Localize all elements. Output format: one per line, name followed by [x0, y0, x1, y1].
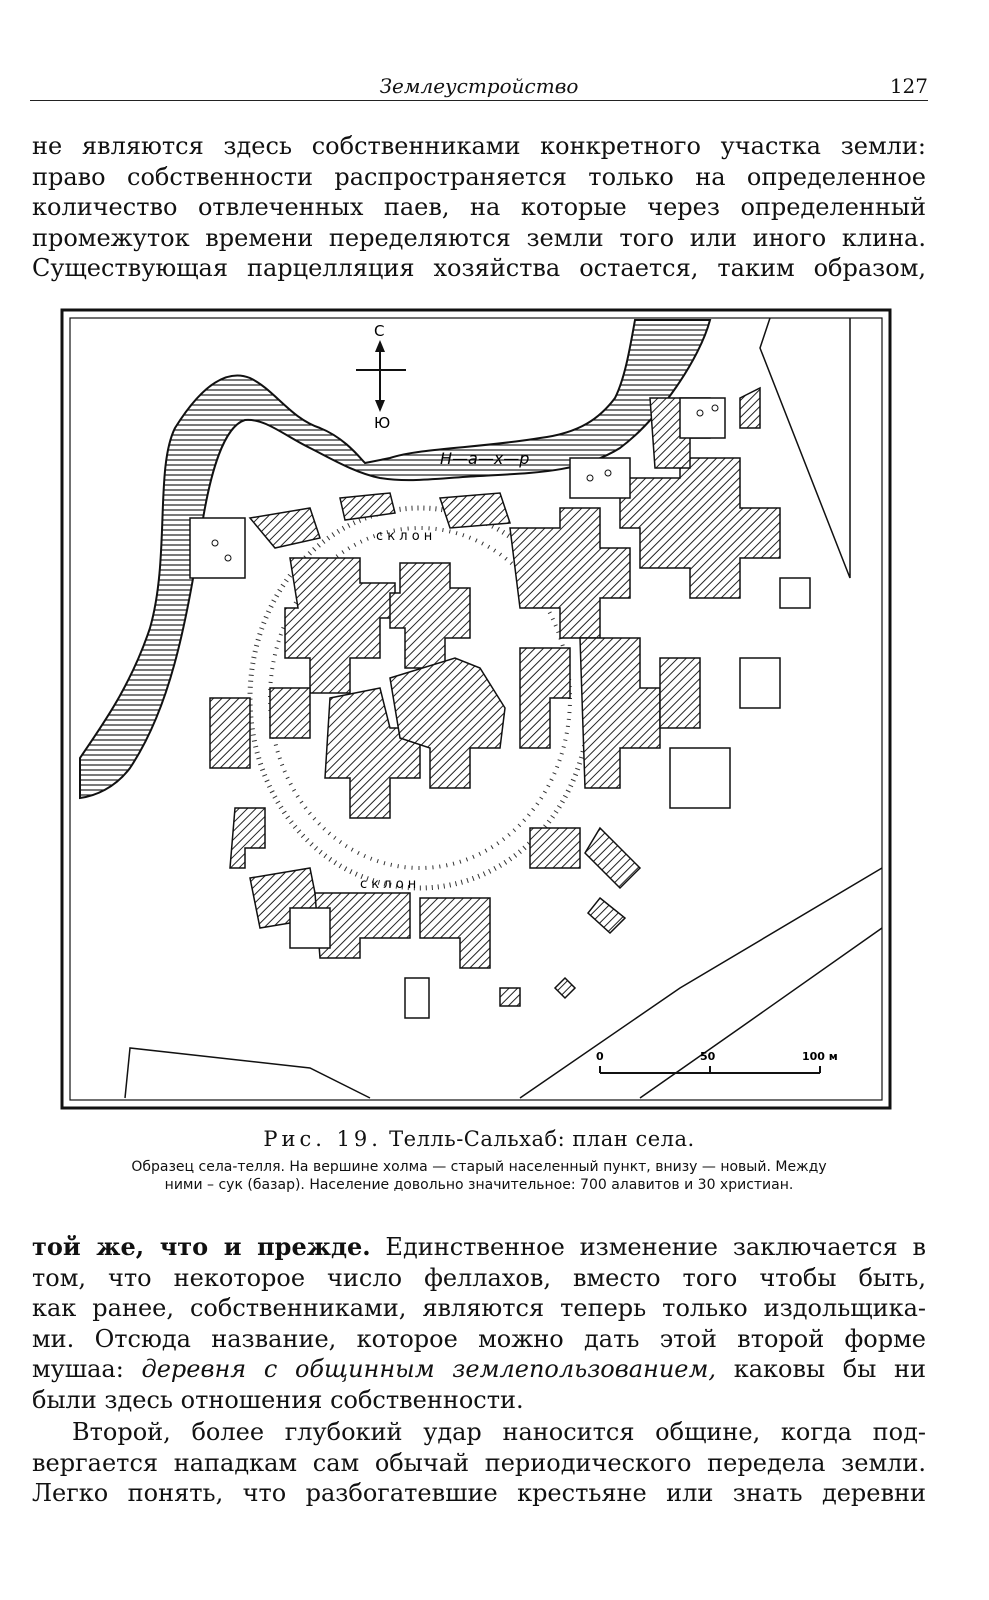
figure-title: Телль-Сальхаб: план села. — [389, 1127, 695, 1151]
village-map-figure — [60, 308, 892, 1110]
river-label: Н—а—х—р — [440, 449, 530, 468]
scale-label-0: 0 — [596, 1050, 604, 1063]
text-line: вергается нападкам сам обычай периодического передела земли. — [32, 1448, 926, 1477]
text-line — [32, 1354, 926, 1385]
bold-lead-text: той же, что и прежде. — [32, 1232, 371, 1261]
paragraph-bottom — [32, 1232, 926, 1415]
running-title: Землеустройство — [379, 74, 579, 98]
text-line: не являются здесь собственниками конкретного участка земли: — [32, 132, 926, 160]
scale-label-100: 100 м — [802, 1050, 838, 1063]
italic-term: деревня с общинным землепользованием, — [141, 1355, 717, 1383]
caption-line: Образец села-телля. На вершине холма — старый населенный пункт, внизу — новый. Между — [131, 1159, 827, 1175]
text-line — [32, 1232, 926, 1263]
scale-label-50: 50 — [700, 1050, 716, 1063]
text-line: Легко понять, что разбогатевшие крестьяне или знать деревни — [32, 1479, 926, 1507]
village-map — [60, 308, 892, 1110]
header-rule — [30, 100, 928, 101]
text-line: Существующая парцелляция хозяйства остается, таким образом, — [32, 254, 926, 282]
figure-caption-title — [30, 1127, 928, 1151]
compass-south: Ю — [374, 414, 391, 432]
figure-caption-description — [30, 1158, 928, 1194]
caption-line: ними – сук (базар). Население довольно значительное: 700 алавитов и 30 христиан. — [164, 1177, 794, 1193]
compass-north: С — [374, 322, 385, 340]
text-line: Второй, более глубокий удар наносится общине, когда под- — [72, 1418, 926, 1446]
text-line: том, что некоторое число феллахов, вместо того чтобы быть, — [32, 1263, 926, 1292]
paragraph-top — [32, 131, 926, 284]
page-number: 127 — [889, 74, 928, 98]
text-line: как ранее, собственниками, являются теперь только издольщика- — [32, 1294, 926, 1322]
text-line: промежуток времени переделяются земли того или иного клина. — [32, 223, 926, 252]
text-span: Единственное изменение заключается в — [385, 1233, 926, 1261]
paragraph-next — [32, 1417, 926, 1509]
text-span: каковы бы ни — [733, 1355, 926, 1383]
text-line: право собственности распространяется только на определенное — [32, 162, 926, 191]
text-line: количество отвлеченных паев, на которые через определенный — [32, 193, 926, 221]
text-line: были здесь отношения собственности. — [32, 1385, 524, 1414]
figure-label: Рис. 19. — [263, 1127, 382, 1151]
text-line: ми. Отсюда название, которое можно дать этой второй форме — [32, 1324, 926, 1353]
slope-label-top: с к л о н — [376, 529, 433, 544]
running-header — [30, 70, 928, 100]
text-span: мушаа: — [32, 1355, 124, 1383]
slope-label-bottom: с к л о н — [360, 877, 417, 892]
